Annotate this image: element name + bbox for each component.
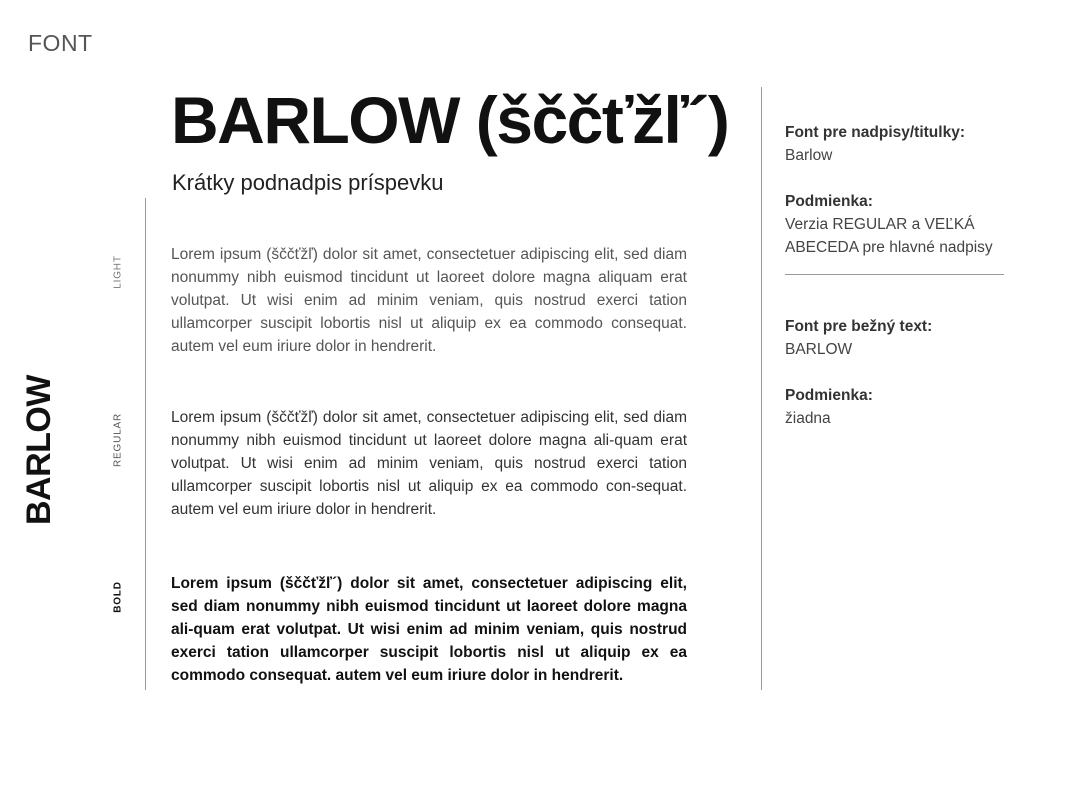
heading-font-info [785,121,1010,259]
sample-text-regular: Lorem ipsum (šččťžľ) dolor sit amet, consectetuer adipiscing elit, sed diam nonummy nibh euismod tincidunt ut laoreet dolore magna ali-quam erat volutpat. Ut wisi enim ad minim veniam, quis nostrud exerci tation ullamcorper suscipit lobortis nisl ut aliquip ex ea commodo con-sequat. autem vel eum iriure dolor in hendrerit. [171,409,687,518]
font-name-text: BARLOW [20,375,58,525]
page-subtitle: Krátky podnadpis príspevku [172,170,444,195]
body-font-label: Font pre bežný text: [785,318,933,335]
page-title: BARLOW (šččťžľ´) [171,83,729,157]
heading-font-label: Font pre nadpisy/titulky: [785,124,965,141]
weight-label-light-text: LIGHT [112,255,124,289]
weights-divider [145,198,146,690]
sample-text-bold: Lorem ipsum (šččťžľ´) dolor sit amet, consectetuer adipiscing elit, sed diam nonummy nibh euismod tincidunt ut laoreet dolore magna ali-quam erat volutpat. Ut wisi enim ad minim veniam, quis nostrud exerci tation ullamcorper suscipit lobortis nisl ut aliquip ex ea commodo consequat. autem vel eum iriure dolor in hendrerit. [171,575,687,684]
body-condition-value: žiadna [785,410,831,427]
info-separator [785,274,1004,275]
heading-font-value: Barlow [785,147,833,164]
body-font-value: BARLOW [785,341,853,358]
sample-text-light: Lorem ipsum (šččťžľ) dolor sit amet, consectetuer adipiscing elit, sed diam nonummy nibh euismod tincidunt ut laoreet dolore magna aliquam erat volutpat. Ut wisi enim ad minim veniam, quis nostrud exerci tation ullamcorper suscipit lobortis nisl ut aliquip ex ea commodo consequat. autem vel eum iriure dolor in hendrerit. [171,246,687,355]
body-condition-label: Podmienka: [785,387,873,404]
heading-condition-label: Podmienka: [785,193,873,210]
section-label: FONT [28,30,93,56]
weight-label-regular-text: REGULAR [112,413,124,467]
body-font-info [785,315,1010,430]
info-divider [761,87,762,690]
heading-condition-value: Verzia REGULAR a VEĽKÁ ABECEDA pre hlavné nadpisy [785,216,993,256]
weight-label-bold-text: BOLD [112,581,124,613]
